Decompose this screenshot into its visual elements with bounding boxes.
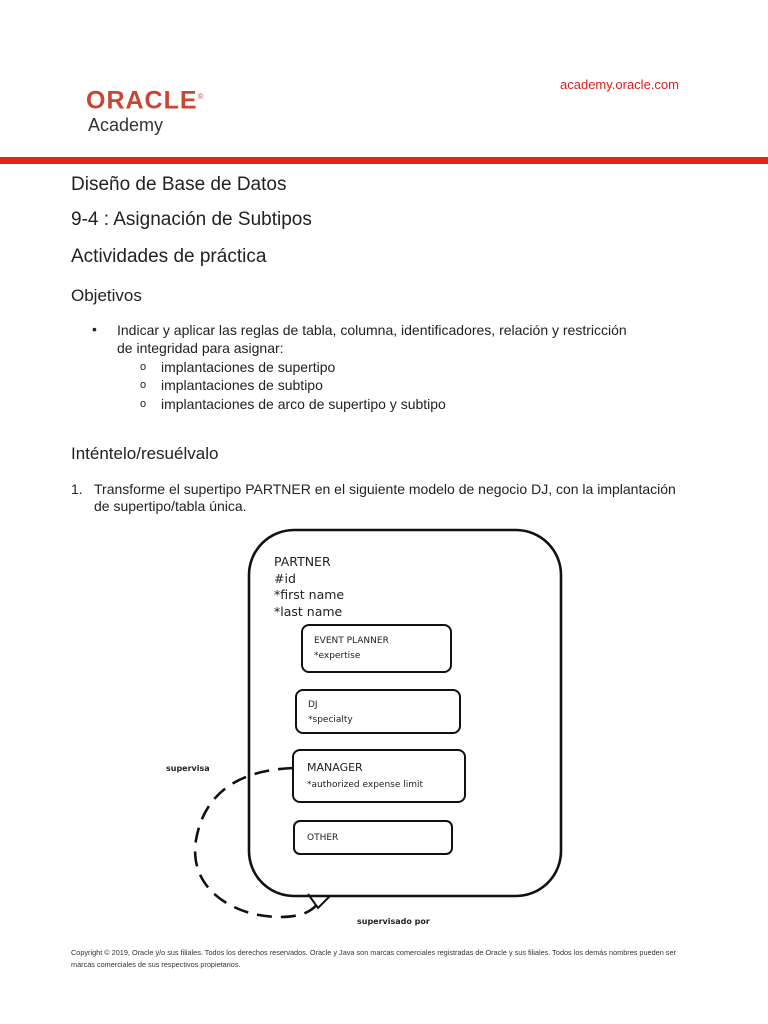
subtype-attribute: *specialty xyxy=(308,715,353,725)
subtype-name: DJ xyxy=(308,700,318,710)
try-it-heading: Inténtelo/resuélvalo xyxy=(71,444,219,463)
footer-line-1: Copyright © 2019, Oracle y/o sus filiales. Todos los derechos reservados. Oracle y Java son marcas comerciales registradas de Oracle y sus filiales. Todos los demás nombres pueden ser xyxy=(71,948,676,957)
exercise-line-1: Transforme el supertipo PARTNER en el siguiente modelo de negocio DJ, con la implantación xyxy=(94,481,676,497)
subtype-attribute: *expertise xyxy=(314,651,361,661)
objective-sub-item: implantaciones de subtipo xyxy=(161,377,323,393)
dj-subtype-box xyxy=(296,690,460,733)
header-divider xyxy=(0,157,768,164)
activity-title: Actividades de práctica xyxy=(71,246,267,267)
relationship-label-start: supervisa xyxy=(166,764,210,773)
subtype-name: EVENT PLANNER xyxy=(314,636,389,646)
objective-sub-item: implantaciones de supertipo xyxy=(161,359,336,375)
supertype-attribute: *first name xyxy=(274,587,345,602)
copyright-footer xyxy=(71,947,701,971)
item-number: 1. xyxy=(71,481,83,497)
supertype-attribute: #id xyxy=(274,571,296,586)
supertype-attribute: *last name xyxy=(274,604,343,619)
supertype-name: PARTNER xyxy=(274,554,331,569)
manager-subtype-box xyxy=(293,750,465,802)
subtype-name: OTHER xyxy=(307,833,339,843)
event-planner-subtype-box xyxy=(302,625,451,672)
bullet-icon: • xyxy=(92,321,97,337)
footer-line-2: marcas comerciales de sus respectivos propietarios. xyxy=(71,960,241,969)
objective-sub-item: implantaciones de arco de supertipo y subtipo xyxy=(161,396,446,412)
sub-bullet-icon: o xyxy=(140,379,147,391)
subtype-attribute: *authorized expense limit xyxy=(307,780,424,790)
sub-bullet-icon: o xyxy=(140,398,147,410)
academy-logo-text: Academy xyxy=(88,115,164,135)
exercise-line-2: de supertipo/tabla única. xyxy=(94,498,247,514)
oracle-logo: ORACLE® xyxy=(86,86,205,115)
relationship-label-end: supervisado por xyxy=(357,917,430,926)
subtype-name: MANAGER xyxy=(307,761,363,774)
site-link[interactable]: academy.oracle.com xyxy=(560,77,679,92)
sub-bullet-icon: o xyxy=(140,361,147,373)
course-title: Diseño de Base de Datos xyxy=(71,174,287,195)
objective-line-1: Indicar y aplicar las reglas de tabla, columna, identificadores, relación y restricción xyxy=(117,322,627,338)
erd-diagram xyxy=(0,520,768,940)
objectives-heading: Objetivos xyxy=(71,286,142,305)
objective-line-2: de integridad para asignar: xyxy=(117,340,284,356)
lesson-title: 9-4 : Asignación de Subtipos xyxy=(71,209,312,230)
